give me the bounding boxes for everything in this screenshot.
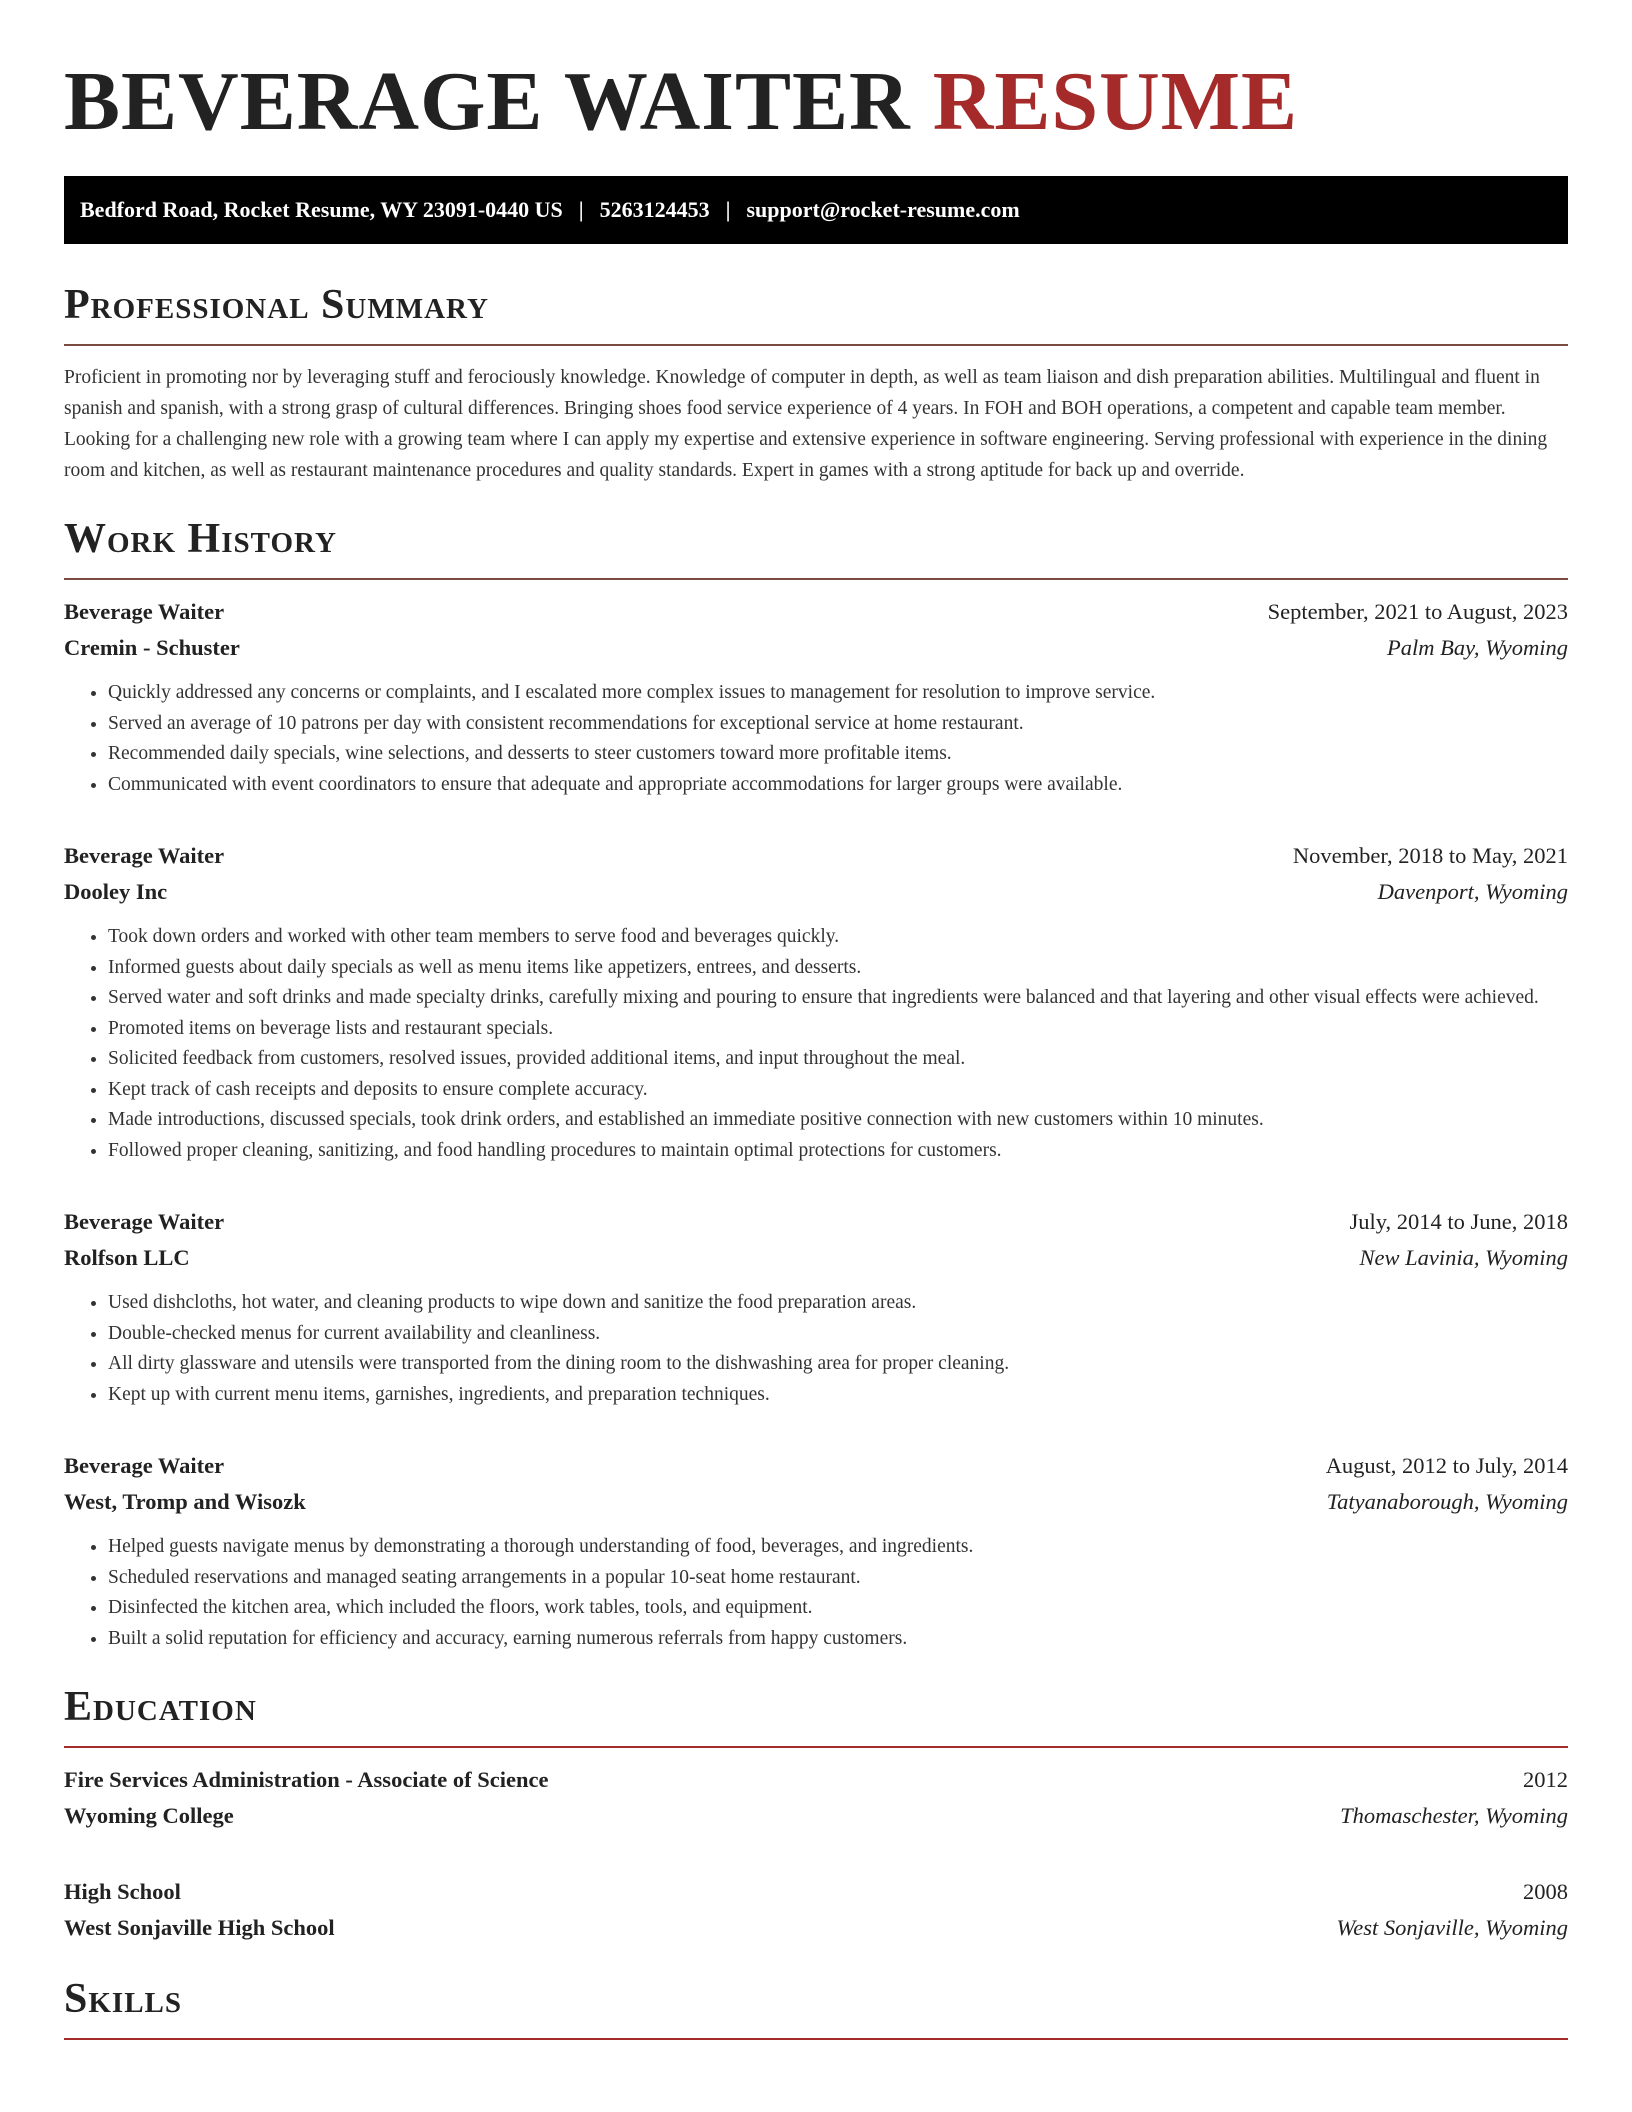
list-item: • Followed proper cleaning, sanitizing, and food handling procedures to maintain optimal protections for customers.	[108, 1136, 1568, 1167]
contact-bar	[64, 176, 1568, 244]
list-item: • Promoted items on beverage lists and restaurant specials.	[108, 1014, 1568, 1045]
education-location: Thomaschester, Wyoming	[1340, 1803, 1568, 1828]
job-header-row	[64, 594, 1568, 630]
job-header-row	[64, 1448, 1568, 1484]
education-header-row	[64, 1762, 1568, 1798]
list-item: • Recommended daily specials, wine selections, and desserts to steer customers toward more profitable items.	[108, 739, 1568, 770]
job-bullets	[64, 678, 1568, 800]
job-bullets	[64, 922, 1568, 1166]
list-item: • Quickly addressed any concerns or complaints, and I escalated more complex issues to management for resolution to improve service.	[108, 678, 1568, 709]
job-location: Palm Bay, Wyoming	[1386, 635, 1568, 660]
job-bullets	[64, 1532, 1568, 1654]
list-item: • Built a solid reputation for efficiency and accuracy, earning numerous referrals from happy customers.	[108, 1624, 1568, 1655]
education-entry	[64, 1874, 1568, 1946]
job-entry	[64, 1448, 1568, 1654]
skills-section	[64, 1974, 1568, 2040]
title-accent: RESUME	[932, 55, 1299, 148]
list-item: • Served an average of 10 patrons per day with consistent recommendations for exceptional service at home restaurant.	[108, 709, 1568, 740]
section-divider	[64, 344, 1568, 346]
job-dates: July, 2014 to June, 2018	[1349, 1209, 1568, 1234]
education-year: 2008	[1523, 1879, 1568, 1904]
list-item: • Solicited feedback from customers, resolved issues, provided additional items, and input throughout the meal.	[108, 1044, 1568, 1075]
job-company: Dooley Inc	[64, 879, 168, 904]
work-history-section	[64, 514, 1568, 1654]
job-company-row	[64, 874, 1568, 910]
education-degree: Fire Services Administration - Associate of Science	[64, 1767, 549, 1792]
contact-email: support@rocket-resume.com	[746, 197, 1020, 222]
job-title: Beverage Waiter	[64, 1453, 225, 1478]
list-item: • Used dishcloths, hot water, and cleaning products to wipe down and sanitize the food preparation areas.	[108, 1288, 1568, 1319]
job-entry	[64, 1204, 1568, 1410]
job-company-row	[64, 630, 1568, 666]
list-item: • Informed guests about daily specials as well as menu items like appetizers, entrees, and desserts.	[108, 953, 1568, 984]
education-year: 2012	[1523, 1767, 1568, 1792]
contact-address: Bedford Road, Rocket Resume, WY 23091-0440 US	[80, 197, 563, 222]
list-item: • Scheduled reservations and managed seating arrangements in a popular 10-seat home restaurant.	[108, 1563, 1568, 1594]
list-item: • Helped guests navigate menus by demonstrating a thorough understanding of food, beverages, and ingredients.	[108, 1532, 1568, 1563]
job-location: New Lavinia, Wyoming	[1359, 1245, 1568, 1270]
job-company: Cremin - Schuster	[64, 635, 240, 660]
list-item: • Took down orders and worked with other team members to serve food and beverages quickly.	[108, 922, 1568, 953]
title-main: BEVERAGE WAITER	[64, 55, 911, 148]
section-divider	[64, 2038, 1568, 2040]
job-company: Rolfson LLC	[64, 1245, 190, 1270]
education-school: Wyoming College	[64, 1803, 234, 1828]
summary-text: Proficient in promoting nor by leveraging stuff and ferociously knowledge. Knowledge of computer in depth, as well as team liaison and dish preparation abilities. Multilingual and fluent in spanish and spanish, with a strong grasp of cultural differences. Bringing shoes food service experience of 4 years. In FOH and BOH operations, a competent and capable team member. Looking for a challenging new role with a growing team where I can apply my expertise and extensive experience in software engineering. Serving professional with experience in the dining room and kitchen, as well as restaurant maintenance procedures and quality standards. Expert in games with a strong aptitude for back up and override.	[64, 367, 1548, 481]
education-section	[64, 1682, 1568, 1946]
skills-heading: Skills	[64, 1976, 183, 2022]
list-item: • Communicated with event coordinators to ensure that adequate and appropriate accommodations for larger groups were available.	[108, 770, 1568, 801]
job-company: West, Tromp and Wisozk	[64, 1489, 306, 1514]
contact-phone: 5263124453	[599, 197, 710, 222]
job-dates: November, 2018 to May, 2021	[1292, 843, 1568, 868]
education-location: West Sonjaville, Wyoming	[1336, 1915, 1568, 1940]
education-header-row	[64, 1874, 1568, 1910]
section-divider	[64, 1746, 1568, 1748]
list-item: • Kept up with current menu items, garnishes, ingredients, and preparation techniques.	[108, 1380, 1568, 1411]
contact-separator: |	[725, 197, 731, 222]
summary-heading: Professional Summary	[64, 282, 489, 328]
job-header-row	[64, 1204, 1568, 1240]
education-degree: High School	[64, 1879, 181, 1904]
summary-section	[64, 280, 1568, 486]
education-school-row	[64, 1910, 1568, 1946]
job-company-row	[64, 1484, 1568, 1520]
education-school: West Sonjaville High School	[64, 1915, 335, 1940]
job-company-row	[64, 1240, 1568, 1276]
education-entry	[64, 1762, 1568, 1834]
job-bullets	[64, 1288, 1568, 1410]
resume-title	[64, 52, 1568, 152]
job-title: Beverage Waiter	[64, 1209, 225, 1234]
job-title: Beverage Waiter	[64, 599, 225, 624]
job-location: Davenport, Wyoming	[1377, 879, 1568, 904]
job-header-row	[64, 838, 1568, 874]
section-divider	[64, 578, 1568, 580]
job-entry	[64, 594, 1568, 800]
list-item: • Served water and soft drinks and made specialty drinks, carefully mixing and pouring to ensure that ingredients were balanced and that layering and other visual effects were achieved.	[108, 983, 1568, 1014]
job-entry	[64, 838, 1568, 1166]
list-item: • Disinfected the kitchen area, which included the floors, work tables, tools, and equipment.	[108, 1593, 1568, 1624]
education-heading: Education	[64, 1684, 257, 1730]
job-dates: August, 2012 to July, 2014	[1325, 1453, 1568, 1478]
list-item: • Kept track of cash receipts and deposits to ensure complete accuracy.	[108, 1075, 1568, 1106]
list-item: • All dirty glassware and utensils were transported from the dining room to the dishwashing area for proper cleaning.	[108, 1349, 1568, 1380]
contact-separator: |	[578, 197, 584, 222]
work-history-heading: Work History	[64, 516, 337, 562]
job-title: Beverage Waiter	[64, 843, 225, 868]
list-item: • Made introductions, discussed specials, took drink orders, and established an immediate positive connection with new customers within 10 minutes.	[108, 1105, 1568, 1136]
job-dates: September, 2021 to August, 2023	[1267, 599, 1568, 624]
job-location: Tatyanaborough, Wyoming	[1326, 1489, 1568, 1514]
education-school-row	[64, 1798, 1568, 1834]
list-item: • Double-checked menus for current availability and cleanliness.	[108, 1319, 1568, 1350]
